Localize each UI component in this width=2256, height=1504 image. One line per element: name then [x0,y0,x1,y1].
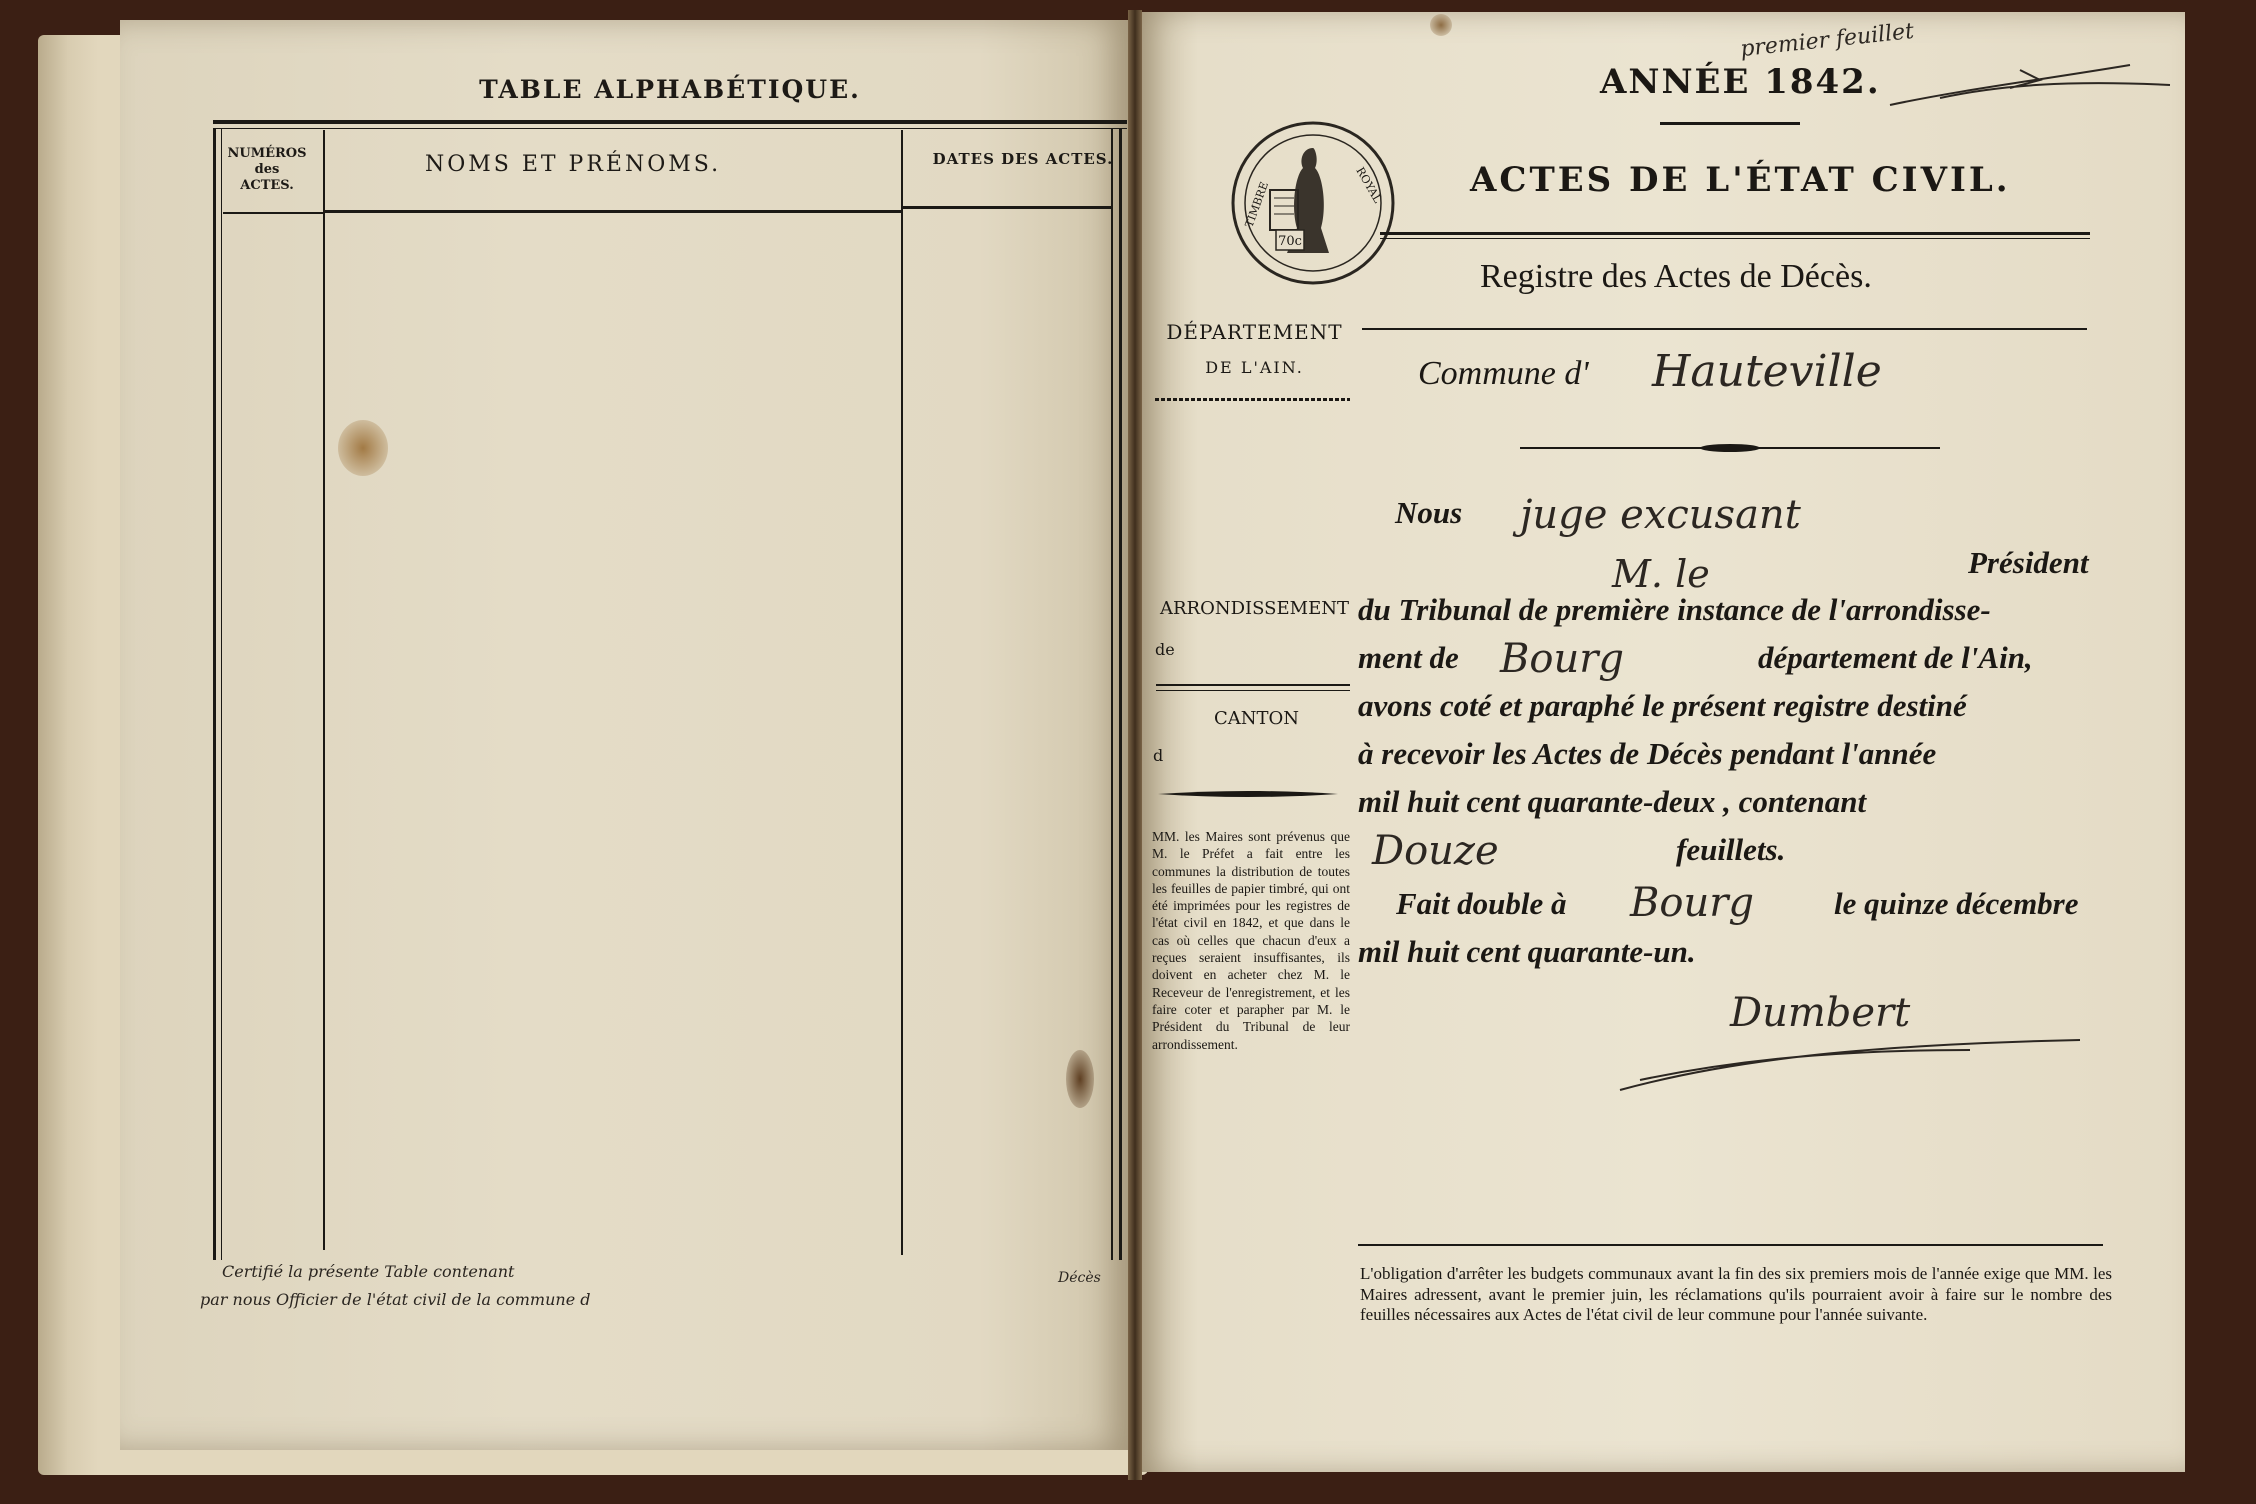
handwritten-count: Douze [1372,828,1499,874]
royal-stamp-icon [1228,118,1398,288]
header-rule-dates [903,206,1111,209]
departement-label: DÉPARTEMENT [1166,320,1343,344]
footer-deces: Décès [1058,1270,1101,1286]
text-recevoir: à recevoir les Actes de Décès pendant l'année [1358,736,1937,771]
column-header-names: NOMS ET PRÉNOMS. [424,152,722,177]
text-le-quinze: le quinze décembre [1834,886,2079,921]
alphabetical-table [213,120,1127,1260]
paraph-flourish [1880,50,2180,120]
signature: Dumbert [1730,990,1911,1036]
departement-rule [1155,398,1350,401]
text-avons: avons coté et paraphé le présent registre destiné [1358,688,1967,723]
text-mil: mil huit cent quarante-deux , contenant [1358,784,1867,819]
obligation-rule [1358,1244,2103,1246]
column-divider-2 [901,130,903,1255]
heading-rule [1380,232,2090,235]
arrondissement-label: ARRONDISSEMENT [1160,598,1349,619]
text-tribunal: du Tribunal de première instance de l'arrondisse- [1358,592,1991,627]
column-header-numeros: NUMÉROS des ACTES. [227,146,307,193]
left-page-title: TABLE ALPHABÉTIQUE. [479,75,861,104]
stamp-text-right: ROYAL [1353,165,1385,206]
table-top-rule [213,120,1127,124]
canton-d: d [1153,746,1164,765]
commune-rule-ornament [1520,440,1940,456]
handwritten-bourg-1: Bourg [1500,636,1624,682]
commune-handwritten: Hauteville [1652,346,1882,397]
column-divider-1 [323,130,325,1250]
canton-label: CANTON [1214,708,1300,729]
signature-flourish [1610,1010,2090,1100]
text-mil-2: mil huit cent quarante-un. [1358,934,1696,969]
text-president: Président [1968,545,2089,580]
table-left-border [213,128,216,1260]
header-rule-names [325,210,901,213]
departement-name: DE L'AIN. [1205,358,1304,377]
column-header-dates: DATES DES ACTES. [932,150,1114,168]
commune-label: Commune d' [1418,355,1589,392]
text-dept-ain: département de l'Ain, [1758,640,2033,675]
text-fait-double: Fait double à [1396,886,1567,921]
table-top-rule-thin [213,128,1127,129]
certification-line-2: par nous Officier de l'état civil de la commune d [200,1290,591,1309]
arrondissement-rule [1156,684,1350,686]
heading-rule-thin [1380,238,2090,239]
departement-block [1152,315,1357,385]
handwritten-juge: juge excusant [1520,492,1801,538]
text-nous: Nous [1395,495,1463,530]
book-gutter [1128,10,1142,1480]
stamp-value: 70c [1278,234,1302,249]
handwritten-bourg-2: Bourg [1630,880,1754,926]
table-right-border [1119,128,1122,1260]
stamp-text-left: TIMBRE [1242,180,1272,230]
heading-actes: ACTES DE L'ÉTAT CIVIL. [1470,160,2011,200]
table-left-border-thin [221,128,222,1260]
header-rule-num [223,212,323,214]
text-ment-de: ment de [1358,640,1459,675]
stain-top [1430,14,1452,36]
obligation-notice: L'obligation d'arrêter les budgets communaux avant la fin des six premiers mois de l'année exige que MM. les Maires adressent, avant le premier juin, les réclamations qu'ils pourraient avoir à faire sur le nombre des feuilles nécessaires aux Actes de l'état civil de leur commune pour l'année suivante. [1360,1264,2112,1324]
maires-notice: MM. les Maires sont prévenus que M. le Préfet a fait entre les communes la distribution de toutes les feuilles de papier timbré, qui ont été imprimées pour les registres de l'état civil en 1842, et que dans le cas où celles que chacun d'eux a reçues seraient insuffisantes, ils doivent en acheter chez M. le Receveur de l'enregistrement, et les faire coter et parapher par M. le Président du Tribunal de leur arrondissement. [1152,829,1350,1052]
year-heading: ANNÉE 1842. [1600,62,1881,102]
subheading-rule [1362,328,2087,330]
text-feuillets: feuillets. [1676,832,1786,867]
year-underline [1660,122,1800,125]
canton-ornament [1158,788,1338,800]
arrondissement-de: de [1155,640,1175,659]
arrondissement-rule-thin [1156,690,1350,691]
registre-subheading: Registre des Actes de Décès. [1480,258,1872,295]
table-right-border-thin [1111,128,1113,1260]
handwritten-premier-feuillet: premier feuillet [1739,18,1916,63]
certification-line-1: Certifié la présente Table contenant [222,1262,515,1281]
handwritten-mle: M. le [1612,552,1710,596]
